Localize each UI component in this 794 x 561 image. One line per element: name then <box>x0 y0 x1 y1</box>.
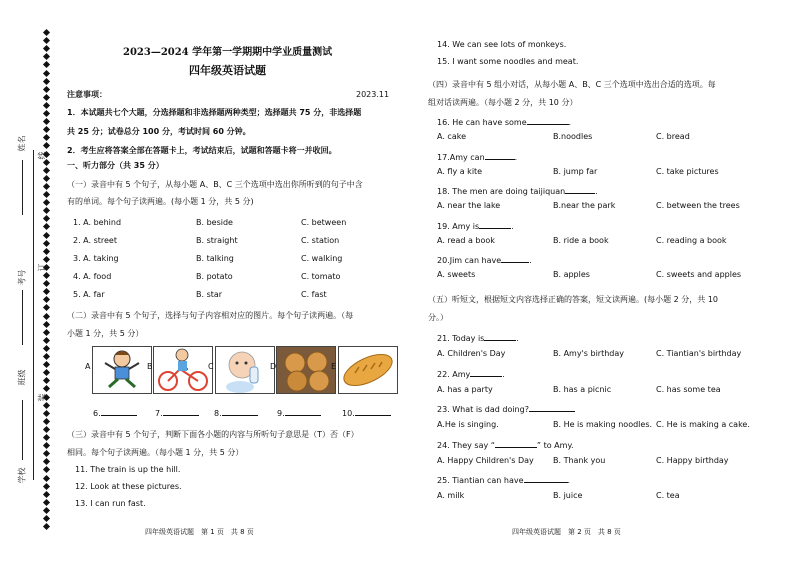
margin-diamond <box>43 29 50 36</box>
answer-blank <box>214 406 258 419</box>
question-stem <box>437 115 571 128</box>
listening-heading: 一、听力部分（共 35 分） <box>67 161 164 170</box>
question-blank <box>529 402 575 412</box>
part3-instr-1: （三）录音中有 5 个句子，判断下面各小题的内容与所听句子意思是（T）否（F） <box>67 430 359 439</box>
question-blank <box>479 219 511 229</box>
margin-diamond <box>43 434 50 441</box>
margin-diamond <box>43 175 50 182</box>
question-blank <box>527 115 569 125</box>
option-a: A. fly a kite <box>437 166 483 176</box>
footer-page-2: 四年级英语试题 第 2 页 共 8 页 <box>512 528 621 536</box>
seal-char-xian: 线 <box>37 151 47 160</box>
margin-diamond <box>43 191 50 198</box>
question-stem <box>437 150 517 163</box>
margin-diamond <box>43 450 50 457</box>
boy-jumping-picture <box>92 346 152 394</box>
question-text: 22. Amy <box>437 369 471 379</box>
question-stem <box>437 219 514 232</box>
margin-diamond <box>43 337 50 344</box>
question-end: . <box>595 187 598 196</box>
part3-item-12: 12. Look at these pictures. <box>75 482 182 491</box>
question-text: 21. Today is <box>437 334 485 343</box>
margin-diamond <box>43 377 50 384</box>
note-1-line-2: 共 25 分；试卷总分 100 分，考试时间 60 分钟。 <box>67 127 251 136</box>
margin-diamond <box>43 110 50 117</box>
question-stem <box>437 438 574 451</box>
margin-diamond <box>43 288 50 295</box>
question-stem <box>437 253 532 266</box>
question-text: 25. Tiantian can have <box>437 476 524 485</box>
margin-diamond <box>43 474 50 481</box>
part1-option-c: C. tomato <box>301 272 341 281</box>
question-end: . <box>516 334 519 343</box>
question-stem <box>437 367 505 380</box>
question-text: 17.Amy can <box>437 152 485 162</box>
part3-item-11: 11. The train is up the hill. <box>75 465 181 474</box>
boy-riding-bike-picture <box>153 346 213 394</box>
option-a: A.He is singing. <box>437 420 499 429</box>
question-stem <box>437 473 570 486</box>
part1-option-c: C. fast <box>301 290 327 299</box>
option-a: A. read a book <box>437 235 495 245</box>
margin-diamond <box>43 248 50 255</box>
margin-diamond <box>43 256 50 263</box>
binding-line <box>33 150 34 480</box>
exam-title: 2023—2024 学年第一学期期中学业质量测试 <box>123 47 333 58</box>
option-c: C. has some tea <box>656 384 721 394</box>
margin-diamond <box>43 126 50 133</box>
picture-letter-c: C <box>208 362 214 371</box>
margin-diamond <box>43 118 50 125</box>
question-text: 16. He can have some <box>437 118 527 127</box>
option-b: B.noodles <box>553 132 593 141</box>
margin-diamond <box>43 507 50 514</box>
mooncakes-picture <box>276 346 336 394</box>
margin-diamond <box>43 491 50 498</box>
part3-item-15: 15. I want some noodles and meat. <box>437 57 579 66</box>
margin-diamond <box>43 45 50 52</box>
margin-diamond <box>43 240 50 247</box>
margin-diamond <box>43 102 50 109</box>
question-blank <box>484 331 516 341</box>
margin-diamond <box>43 523 50 530</box>
name-label: 姓名 <box>17 135 27 152</box>
question-blank <box>470 367 502 377</box>
baby-drinking-picture <box>215 346 275 394</box>
question-blank <box>495 438 537 448</box>
part3-instr-2: 相同。每个句子读两遍。（每小题 1 分，共 5 分） <box>67 448 244 457</box>
question-blank <box>501 253 529 263</box>
part1-option-b: B. straight <box>196 236 238 245</box>
margin-diamond <box>43 94 50 101</box>
margin-diamond <box>43 296 50 303</box>
margin-diamond <box>43 321 50 328</box>
part1-option-a: 3. A. taking <box>73 254 119 263</box>
margin-diamond <box>43 483 50 490</box>
answer-blank-line <box>285 406 321 416</box>
answer-blank-line <box>355 406 391 416</box>
school-fill-line <box>22 400 23 460</box>
question-text: 23. What is dad doing? <box>437 405 529 414</box>
option-b: B. jump far <box>553 166 598 176</box>
picture-letter-b: B <box>147 362 153 371</box>
part1-option-a: 4. A. food <box>73 272 112 281</box>
footer-page-1: 四年级英语试题 第 1 页 共 8 页 <box>145 528 254 536</box>
question-blank <box>565 184 595 194</box>
option-b: B. juice <box>553 491 583 500</box>
answer-blank-line <box>222 406 258 416</box>
question-end: . <box>567 476 571 485</box>
margin-diamond <box>43 442 50 449</box>
answer-blank-number: 7. <box>155 409 163 418</box>
question-text: 20.Jim can have <box>437 256 502 265</box>
option-c: C. He is making a cake. <box>656 420 750 429</box>
margin-diamond <box>43 466 50 473</box>
option-b: B. ride a book <box>553 235 609 245</box>
answer-blank-number: 10. <box>342 409 355 418</box>
margin-diamond <box>43 78 50 85</box>
part3-item-14: 14. We can see lots of monkeys. <box>437 40 567 49</box>
margin-diamond <box>43 61 50 68</box>
part1-option-a: 1. A. behind <box>73 218 122 227</box>
option-a: A. near the lake <box>437 201 501 210</box>
option-c: C. reading a book <box>656 235 727 245</box>
margin-diamond <box>43 37 50 44</box>
margin-diamond <box>43 458 50 465</box>
binding-margin-diamonds <box>43 30 51 532</box>
margin-diamond <box>43 329 50 336</box>
part1-option-c: C. station <box>301 236 340 245</box>
margin-diamond <box>43 183 50 190</box>
option-c: C. take pictures <box>656 166 719 176</box>
margin-diamond <box>43 215 50 222</box>
option-c: C. sweets and apples <box>656 270 742 279</box>
margin-diamond <box>43 361 50 368</box>
option-a: A. milk <box>437 491 465 500</box>
question-end: ” to Amy. <box>536 440 574 450</box>
school-label: 学校 <box>17 467 27 484</box>
margin-diamond <box>43 426 50 433</box>
margin-diamond <box>43 53 50 60</box>
margin-diamond <box>43 69 50 76</box>
question-blank <box>524 473 568 483</box>
class-label: 班级 <box>17 369 27 386</box>
part1-instr-2: 有的单词。每个句子读两遍。(每小题 1 分，共 5 分) <box>67 197 254 206</box>
id-label: 考号 <box>17 269 27 286</box>
question-end: . <box>502 369 505 379</box>
seal-char-ding: 订 <box>37 263 47 272</box>
part1-option-b: B. potato <box>196 272 233 281</box>
answer-blank <box>277 406 321 419</box>
margin-diamond <box>43 353 50 360</box>
option-c: C. between the trees <box>656 201 740 210</box>
question-end: . <box>529 256 532 265</box>
part1-option-b: B. beside <box>196 218 233 227</box>
answer-blank <box>342 406 391 419</box>
part1-option-c: C. walking <box>301 254 343 263</box>
margin-diamond <box>43 345 50 352</box>
question-stem <box>437 184 598 197</box>
option-b: B. has a picnic <box>553 384 612 394</box>
option-a: A. has a party <box>437 384 493 394</box>
margin-diamond <box>43 402 50 409</box>
part5-instr-2: 分。） <box>428 313 448 322</box>
margin-diamond <box>43 369 50 376</box>
answer-blank <box>93 406 137 419</box>
part1-instr-1: （一）录音中有 5 个句子，从每小题 A、B、C 三个选项中选出你所听到的句子中含 <box>67 180 363 189</box>
option-b: B. He is making noodles. <box>553 420 653 429</box>
bread-picture <box>338 346 398 394</box>
margin-diamond <box>43 223 50 230</box>
margin-diamond <box>43 159 50 166</box>
margin-diamond <box>43 515 50 522</box>
margin-diamond <box>43 272 50 279</box>
answer-blank-number: 8. <box>214 409 222 418</box>
part4-instr-1: （四）录音中有 5 组小对话，从每小题 A、B、C 三个选项中选出合适的选项。每 <box>428 80 716 89</box>
margin-diamond <box>43 499 50 506</box>
option-a: A. Children's Day <box>437 349 506 358</box>
option-b: B. Thank you <box>553 455 606 465</box>
question-stem <box>437 331 519 344</box>
margin-diamond <box>43 86 50 93</box>
part1-option-b: B. talking <box>196 254 234 263</box>
part4-instr-2: 组对话读两遍。（每小题 2 分，共 10 分） <box>428 98 578 107</box>
margin-diamond <box>43 418 50 425</box>
margin-diamond <box>43 231 50 238</box>
exam-subtitle: 四年级英语试题 <box>189 64 266 77</box>
question-blank <box>485 150 515 160</box>
option-a: A. sweets <box>437 270 476 279</box>
seal-char-zhuang: 装 <box>37 393 47 402</box>
question-end: . <box>568 118 572 127</box>
part5-instr-1: （五）听短文，根据短文内容选择正确的答案，短文读两遍。(每小题 2 分，共 10 <box>428 295 719 304</box>
margin-diamond <box>43 304 50 311</box>
picture-letter-d: D <box>270 362 277 371</box>
margin-diamond <box>43 207 50 214</box>
margin-diamond <box>43 312 50 319</box>
part1-option-a: 5. A. far <box>73 290 105 299</box>
margin-diamond <box>43 134 50 141</box>
part1-option-a: 2. A. street <box>73 236 117 245</box>
picture-letter-e: E <box>331 362 337 371</box>
part2-instr-2: 小题 1 分，共 5 分） <box>67 329 144 338</box>
answer-blank-number: 9. <box>277 409 285 418</box>
option-b: B. apples <box>553 270 590 279</box>
margin-diamond <box>43 280 50 287</box>
question-text: 18. The men are doing taijiquan <box>437 187 566 196</box>
margin-diamond <box>43 410 50 417</box>
option-c: C. bread <box>656 132 690 141</box>
option-a: A. cake <box>437 132 466 141</box>
option-c: C. tea <box>656 491 680 500</box>
margin-diamond <box>43 385 50 392</box>
option-b: B. Amy's birthday <box>553 349 624 358</box>
margin-diamond <box>43 167 50 174</box>
name-fill-line <box>22 160 23 215</box>
part3-item-13: 13. I can run fast. <box>75 499 146 508</box>
note-2: 2．考生应将答案全部在答题卡上，考试结束后，试题和答题卡将一并收回。 <box>67 146 337 155</box>
question-end: . <box>511 221 514 231</box>
part2-instr-1: （二）录音中有 5 个句子，选择与句子内容相对应的图片。每个句子读两遍。（每 <box>67 311 354 320</box>
question-stem <box>437 402 575 415</box>
notice-label: 注意事项： <box>67 90 107 99</box>
answer-blank-number: 6. <box>93 409 101 418</box>
option-a: A. Happy Children's Day <box>437 455 534 465</box>
answer-blank-line <box>101 406 137 416</box>
question-end: . <box>514 152 518 162</box>
exam-date: 2023.11 <box>356 90 390 99</box>
margin-diamond <box>43 142 50 149</box>
part1-option-b: B. star <box>196 290 223 299</box>
margin-diamond <box>43 199 50 206</box>
option-b: B.near the park <box>553 201 616 210</box>
option-c: C. Happy birthday <box>656 455 729 465</box>
id-fill-line <box>22 290 23 345</box>
question-text: 24. They say “ <box>437 440 495 450</box>
option-c: C. Tiantian's birthday <box>656 349 742 358</box>
answer-blank-line <box>163 406 199 416</box>
answer-blank <box>155 406 199 419</box>
part1-option-c: C. between <box>301 218 347 227</box>
picture-letter-a: A <box>85 362 91 371</box>
question-text: 19. Amy is <box>437 221 480 231</box>
note-1-line-1: 1．本试题共七个大题，分选择题和非选择题两种类型；选择题共 75 分，非选择题 <box>67 108 362 117</box>
